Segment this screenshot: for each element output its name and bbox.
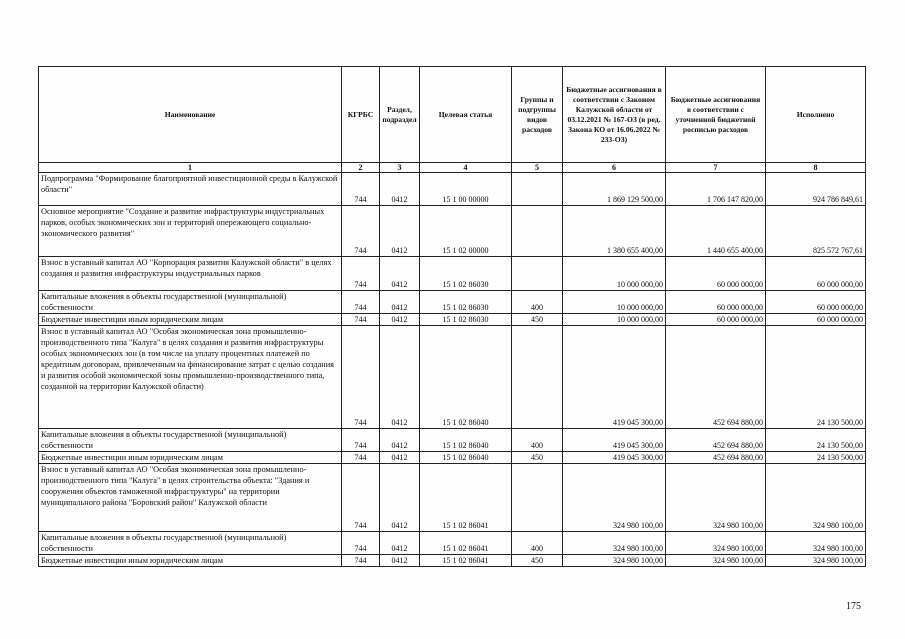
table-row [39, 452, 866, 464]
row-law-allocation: 10 000 000,00 [563, 291, 666, 314]
row-target-article: 15 1 02 86030 [420, 291, 512, 314]
row-section: 0412 [380, 532, 420, 555]
row-law-allocation: 1 380 655 400,00 [563, 206, 666, 257]
column-number: 1 [39, 163, 342, 173]
column-number: 2 [342, 163, 380, 173]
row-expense-group: 400 [512, 532, 563, 555]
row-target-article: 15 1 02 86041 [420, 532, 512, 555]
row-target-article: 15 1 02 86040 [420, 429, 512, 452]
row-section: 0412 [380, 291, 420, 314]
row-name: Капитальные вложения в объекты государственной (муниципальной) собственности [39, 291, 342, 314]
table-row [39, 326, 866, 429]
row-name: Взнос в уставный капитал АО "Корпорация развития Калужской области" в целях создания и развития инфраструктуры индустриальных парков [39, 257, 342, 291]
row-executed: 24 130 500,00 [766, 326, 866, 429]
row-target-article: 15 1 02 86041 [420, 464, 512, 532]
row-name: Подпрограмма "Формирование благоприятной инвестиционной среды в Калужской области" [39, 173, 342, 206]
row-refined-allocation: 324 980 100,00 [666, 555, 766, 567]
header-expense-group: Группы и подгруппы видов расходов [512, 67, 563, 163]
page-number: 175 [846, 601, 861, 612]
row-law-allocation: 419 045 300,00 [563, 452, 666, 464]
row-expense-group: 400 [512, 429, 563, 452]
row-executed: 24 130 500,00 [766, 452, 866, 464]
row-kgrbs: 744 [342, 326, 380, 429]
row-executed: 924 786 849,61 [766, 173, 866, 206]
table-row [39, 291, 866, 314]
row-section: 0412 [380, 464, 420, 532]
header-name: Наименование [39, 67, 342, 163]
row-expense-group: 450 [512, 452, 563, 464]
row-expense-group [512, 326, 563, 429]
row-expense-group: 400 [512, 291, 563, 314]
row-section: 0412 [380, 452, 420, 464]
row-target-article: 15 1 02 86030 [420, 257, 512, 291]
column-number: 7 [666, 163, 766, 173]
header-row [39, 67, 866, 163]
row-law-allocation: 419 045 300,00 [563, 429, 666, 452]
row-name: Бюджетные инвестиции иным юридическим лицам [39, 555, 342, 567]
row-kgrbs: 744 [342, 452, 380, 464]
row-executed: 60 000 000,00 [766, 314, 866, 326]
column-number: 6 [563, 163, 666, 173]
row-executed: 324 980 100,00 [766, 532, 866, 555]
row-executed: 825 572 767,61 [766, 206, 866, 257]
row-law-allocation: 10 000 000,00 [563, 314, 666, 326]
row-refined-allocation: 1 706 147 820,00 [666, 173, 766, 206]
row-kgrbs: 744 [342, 291, 380, 314]
table-row [39, 532, 866, 555]
row-section: 0412 [380, 326, 420, 429]
header-refined-allocations: Бюджетные ассигнования в соответствии с уточненной бюджетной росписью расходов [666, 67, 766, 163]
row-refined-allocation: 452 694 880,00 [666, 452, 766, 464]
row-kgrbs: 744 [342, 429, 380, 452]
row-law-allocation: 324 980 100,00 [563, 555, 666, 567]
column-number-row [39, 163, 866, 173]
row-law-allocation: 324 980 100,00 [563, 532, 666, 555]
row-refined-allocation: 1 440 655 400,00 [666, 206, 766, 257]
row-expense-group: 450 [512, 555, 563, 567]
table-row [39, 464, 866, 532]
row-kgrbs: 744 [342, 555, 380, 567]
row-name: Взнос в уставный капитал АО "Особая экономическая зона промышленно-производственного типа "Калуга" в целях создания и развития инфраструктуры особых экономических зон (в том числе на уплату процентных платежей по кредитным договорам, привлеченным на финансирование затрат с целью создания и развития особой экономической зоны промышленно-производственного типа, созданной на территории Калужской области) [39, 326, 342, 429]
row-refined-allocation: 452 694 880,00 [666, 429, 766, 452]
row-executed: 60 000 000,00 [766, 291, 866, 314]
row-name: Бюджетные инвестиции иным юридическим лицам [39, 452, 342, 464]
row-executed: 60 000 000,00 [766, 257, 866, 291]
row-refined-allocation: 324 980 100,00 [666, 532, 766, 555]
row-kgrbs: 744 [342, 464, 380, 532]
row-kgrbs: 744 [342, 257, 380, 291]
row-law-allocation: 419 045 300,00 [563, 326, 666, 429]
header-executed: Исполнено [766, 67, 866, 163]
row-name: Капитальные вложения в объекты государственной (муниципальной) собственности [39, 429, 342, 452]
row-target-article: 15 1 02 86030 [420, 314, 512, 326]
column-number: 8 [766, 163, 866, 173]
header-section: Раздел, подраздел [380, 67, 420, 163]
row-section: 0412 [380, 206, 420, 257]
header-law-allocations: Бюджетные ассигнования в соответствии с Законом Калужской области от 03.12.2021 № 167-ОЗ (в ред. Закона КО от 16.06.2022 № 233-ОЗ) [563, 67, 666, 163]
row-kgrbs: 744 [342, 532, 380, 555]
row-refined-allocation: 452 694 880,00 [666, 326, 766, 429]
row-expense-group [512, 257, 563, 291]
row-section: 0412 [380, 257, 420, 291]
row-target-article: 15 1 02 86040 [420, 452, 512, 464]
column-number: 3 [380, 163, 420, 173]
row-law-allocation: 1 869 129 500,00 [563, 173, 666, 206]
row-refined-allocation: 60 000 000,00 [666, 257, 766, 291]
row-target-article: 15 1 02 00000 [420, 206, 512, 257]
table-row [39, 314, 866, 326]
row-section: 0412 [380, 555, 420, 567]
budget-table [38, 66, 866, 567]
table-row [39, 173, 866, 206]
column-number: 5 [512, 163, 563, 173]
row-executed: 24 130 500,00 [766, 429, 866, 452]
row-executed: 324 980 100,00 [766, 555, 866, 567]
table-row [39, 429, 866, 452]
row-refined-allocation: 324 980 100,00 [666, 464, 766, 532]
row-executed: 324 980 100,00 [766, 464, 866, 532]
row-refined-allocation: 60 000 000,00 [666, 314, 766, 326]
row-kgrbs: 744 [342, 206, 380, 257]
row-name: Взнос в уставный капитал АО "Особая экономическая зона промышленно-производственного типа "Калуга" в целях строительства объекта: "Здания и сооружения объектов таможенной инфраструктуры" на территории муниципального района "Боровский район" Калужской области [39, 464, 342, 532]
row-refined-allocation: 60 000 000,00 [666, 291, 766, 314]
row-expense-group [512, 464, 563, 532]
row-target-article: 15 1 02 86041 [420, 555, 512, 567]
row-name: Бюджетные инвестиции иным юридическим лицам [39, 314, 342, 326]
row-section: 0412 [380, 429, 420, 452]
row-law-allocation: 10 000 000,00 [563, 257, 666, 291]
row-expense-group [512, 206, 563, 257]
row-section: 0412 [380, 314, 420, 326]
row-name: Капитальные вложения в объекты государственной (муниципальной) собственности [39, 532, 342, 555]
table-row [39, 555, 866, 567]
table-row [39, 257, 866, 291]
row-law-allocation: 324 980 100,00 [563, 464, 666, 532]
row-expense-group [512, 173, 563, 206]
row-target-article: 15 1 00 00000 [420, 173, 512, 206]
row-kgrbs: 744 [342, 314, 380, 326]
row-name: Основное мероприятие "Создание и развитие инфраструктуры индустриальных парков, особых экономических зон и территорий опережающего социально-экономического развития" [39, 206, 342, 257]
header-kgrbs: КГРБС [342, 67, 380, 163]
header-target-article: Целевая статья [420, 67, 512, 163]
row-section: 0412 [380, 173, 420, 206]
row-expense-group: 450 [512, 314, 563, 326]
column-number: 4 [420, 163, 512, 173]
row-kgrbs: 744 [342, 173, 380, 206]
table-row [39, 206, 866, 257]
row-target-article: 15 1 02 86040 [420, 326, 512, 429]
